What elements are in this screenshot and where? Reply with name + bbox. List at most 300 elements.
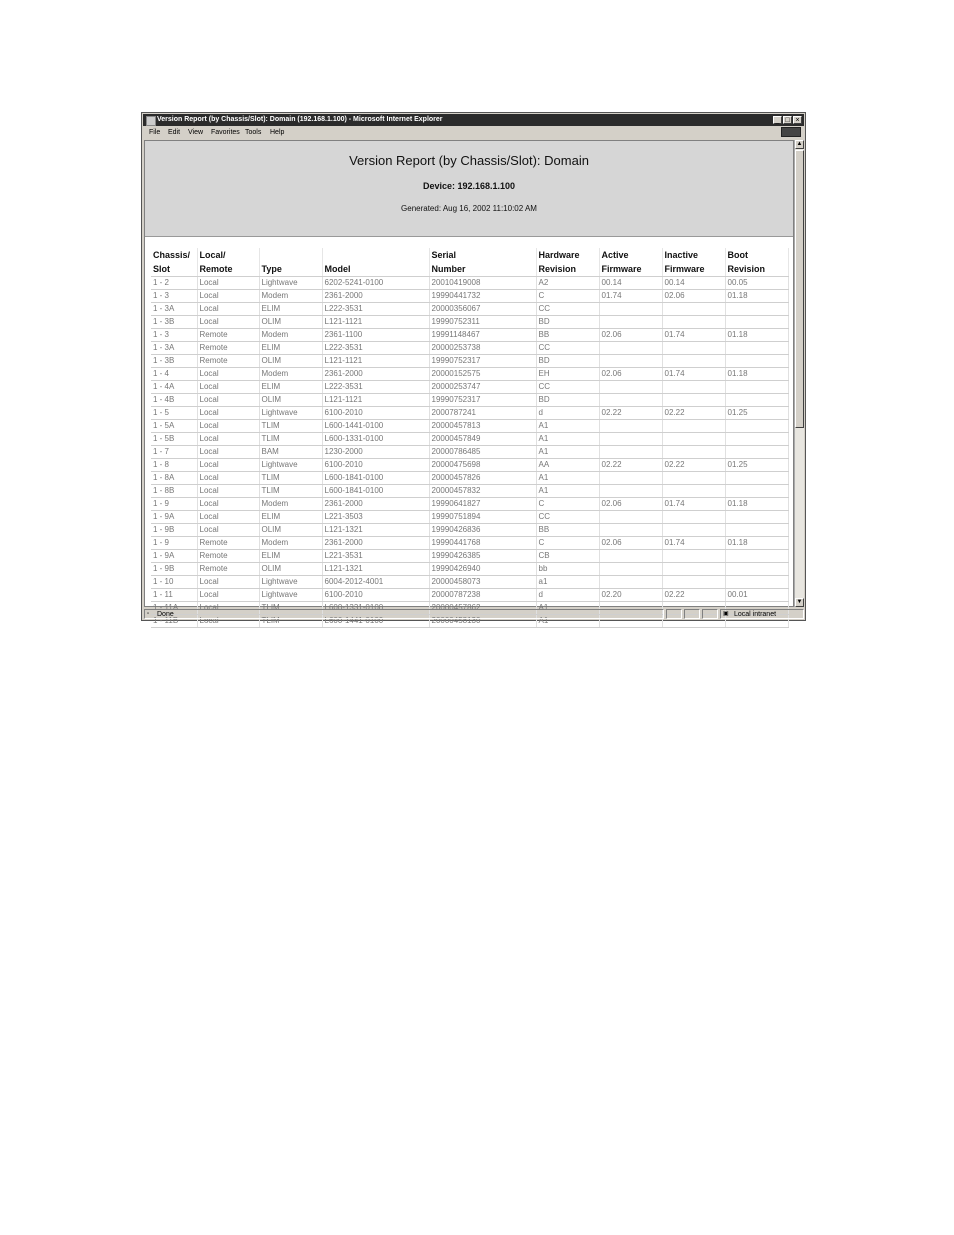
cell-hardware-revision: d [536,589,599,602]
cell-boot-revision [725,342,788,355]
cell-serial-number: 19991148467 [429,329,536,342]
cell-hardware-revision: a1 [536,576,599,589]
page-icon: ▫ [147,611,150,617]
title-bar[interactable] [143,114,804,126]
cell-type: TLIM [259,420,322,433]
cell-hardware-revision: C [536,537,599,550]
cell-active-firmware [599,342,662,355]
table-row [151,485,788,498]
cell-serial-number: 19990752317 [429,355,536,368]
ie-icon [146,116,156,126]
cell-serial-number: 20000787238 [429,589,536,602]
cell-hardware-revision: BB [536,524,599,537]
cell-active-firmware [599,316,662,329]
cell-serial-number: 19990441768 [429,537,536,550]
cell-serial-number: 20000786485 [429,446,536,459]
cell-chassis-slot: 1 - 3B [151,355,197,368]
cell-boot-revision [725,446,788,459]
table-row [151,368,788,381]
cell-local-remote: Local [197,420,259,433]
status-cell-empty [684,609,700,619]
column-header: Revision [536,262,599,277]
cell-type: ELIM [259,342,322,355]
close-button[interactable]: × [793,116,802,124]
cell-type: ELIM [259,381,322,394]
zone-cell [720,609,804,619]
cell-serial-number: 19990426385 [429,550,536,563]
cell-inactive-firmware [662,550,725,563]
table-row [151,407,788,420]
cell-inactive-firmware [662,394,725,407]
minimize-button[interactable]: _ [773,116,782,124]
cell-boot-revision: 01.18 [725,329,788,342]
table-row [151,316,788,329]
cell-local-remote: Local [197,511,259,524]
cell-inactive-firmware: 02.22 [662,459,725,472]
cell-model: L221-3503 [322,511,429,524]
cell-model: 2361-2000 [322,368,429,381]
cell-active-firmware: 02.06 [599,368,662,381]
cell-inactive-firmware: 01.74 [662,498,725,511]
table-row [151,550,788,563]
menu-tools[interactable]: Tools [245,129,262,136]
cell-type: OLIM [259,394,322,407]
cell-type: Modem [259,498,322,511]
cell-type: Lightwave [259,277,322,290]
cell-chassis-slot: 1 - 8 [151,459,197,472]
cell-model: 2361-2000 [322,498,429,511]
column-header [259,248,322,262]
cell-boot-revision [725,511,788,524]
cell-type: Modem [259,537,322,550]
cell-inactive-firmware: 02.22 [662,589,725,602]
cell-boot-revision: 01.18 [725,537,788,550]
status-cell-empty [666,609,682,619]
cell-model: 6004-2012-4001 [322,576,429,589]
cell-inactive-firmware [662,472,725,485]
cell-model: 6100-2010 [322,459,429,472]
column-header: Revision [725,262,788,277]
cell-serial-number: 19990426940 [429,563,536,576]
cell-local-remote: Local [197,446,259,459]
table-row [151,290,788,303]
cell-chassis-slot: 1 - 4B [151,394,197,407]
column-header: Slot [151,262,197,277]
cell-model: L221-3531 [322,550,429,563]
cell-boot-revision: 01.25 [725,407,788,420]
cell-active-firmware [599,394,662,407]
cell-local-remote: Local [197,602,259,615]
cell-local-remote: Local [197,290,259,303]
cell-hardware-revision: AA [536,459,599,472]
cell-active-firmware [599,472,662,485]
cell-serial-number: 20000457813 [429,420,536,433]
cell-model: 1230-2000 [322,446,429,459]
cell-boot-revision: 00.01 [725,589,788,602]
cell-active-firmware [599,576,662,589]
cell-model: L600-1841-0100 [322,485,429,498]
cell-chassis-slot: 1 - 9B [151,563,197,576]
cell-inactive-firmware [662,355,725,368]
cell-type: TLIM [259,485,322,498]
cell-serial-number: 19990751894 [429,511,536,524]
cell-type: OLIM [259,563,322,576]
cell-type: Modem [259,290,322,303]
cell-local-remote: Remote [197,537,259,550]
table-row [151,563,788,576]
cell-model: L121-1321 [322,524,429,537]
column-header: Boot [725,248,788,262]
cell-hardware-revision: EH [536,368,599,381]
cell-boot-revision: 01.25 [725,459,788,472]
cell-active-firmware [599,381,662,394]
column-header: Active [599,248,662,262]
cell-boot-revision [725,355,788,368]
cell-inactive-firmware [662,381,725,394]
column-header [322,248,429,262]
scroll-thumb[interactable] [795,150,804,428]
cell-active-firmware [599,446,662,459]
cell-chassis-slot: 1 - 2 [151,277,197,290]
menu-edit[interactable]: Edit [168,129,181,136]
cell-boot-revision [725,550,788,563]
cell-type: OLIM [259,355,322,368]
cell-serial-number: 19990441732 [429,290,536,303]
cell-hardware-revision: BD [536,316,599,329]
cell-local-remote: Remote [197,329,259,342]
cell-type: BAM [259,446,322,459]
cell-active-firmware [599,303,662,316]
table-row [151,446,788,459]
cell-chassis-slot: 1 - 8B [151,485,197,498]
status-cell-empty [702,609,718,619]
cell-chassis-slot: 1 - 9 [151,537,197,550]
table-row [151,589,788,602]
cell-chassis-slot: 1 - 3B [151,316,197,329]
cell-chassis-slot: 1 - 3A [151,303,197,316]
cell-serial-number: 20000458073 [429,576,536,589]
cell-boot-revision: 00.05 [725,277,788,290]
cell-inactive-firmware [662,433,725,446]
cell-hardware-revision: C [536,290,599,303]
cell-hardware-revision: A2 [536,277,599,290]
cell-chassis-slot: 1 - 11A [151,602,197,615]
cell-local-remote: Local [197,381,259,394]
cell-type: ELIM [259,511,322,524]
cell-boot-revision [725,563,788,576]
table-row [151,277,788,290]
cell-type: Modem [259,368,322,381]
cell-hardware-revision: CC [536,511,599,524]
column-header: Chassis/ [151,248,197,262]
table-row [151,511,788,524]
cell-model: L121-1321 [322,563,429,576]
windows-logo-icon [781,127,801,137]
cell-model: L222-3531 [322,381,429,394]
cell-model: L600-1441-0100 [322,615,429,628]
cell-active-firmware [599,420,662,433]
status-text-cell [144,609,664,619]
cell-active-firmware: 01.74 [599,290,662,303]
cell-model: 2361-1100 [322,329,429,342]
cell-serial-number: 19990752311 [429,316,536,329]
cell-boot-revision [725,394,788,407]
cell-model: L600-1331-0100 [322,602,429,615]
cell-inactive-firmware [662,316,725,329]
cell-local-remote: Local [197,615,259,628]
cell-type: Lightwave [259,459,322,472]
status-bar [143,608,804,620]
cell-chassis-slot: 1 - 3A [151,342,197,355]
cell-local-remote: Local [197,394,259,407]
cell-inactive-firmware: 01.74 [662,368,725,381]
column-header: Firmware [662,262,725,277]
report-header [145,141,793,237]
cell-type: OLIM [259,524,322,537]
column-header: Number [429,262,536,277]
window-title: Version Report (by Chassis/Slot): Domain (192.168.1.100) - Microsoft Internet Explorer [157,116,443,123]
cell-model: 6100-2010 [322,407,429,420]
cell-serial-number: 20000253747 [429,381,536,394]
cell-hardware-revision: A1 [536,472,599,485]
cell-model: L600-1441-0100 [322,420,429,433]
generated-timestamp: Generated: Aug 16, 2002 11:10:02 AM [401,204,537,213]
cell-type: OLIM [259,316,322,329]
cell-inactive-firmware [662,485,725,498]
cell-type: Lightwave [259,576,322,589]
cell-model: L121-1121 [322,355,429,368]
cell-chassis-slot: 1 - 11 [151,589,197,602]
column-header: Type [259,262,322,277]
cell-serial-number: 19990426836 [429,524,536,537]
device-label: Device: 192.168.1.100 [422,181,516,191]
cell-hardware-revision: A1 [536,420,599,433]
table-row [151,381,788,394]
vertical-scrollbar[interactable] [794,140,804,607]
cell-model: 6202-5241-0100 [322,277,429,290]
cell-serial-number: 20010419008 [429,277,536,290]
cell-boot-revision [725,472,788,485]
cell-chassis-slot: 1 - 3 [151,290,197,303]
scroll-down-icon[interactable]: ▼ [796,599,803,605]
cell-active-firmware [599,355,662,368]
cell-local-remote: Local [197,472,259,485]
cell-serial-number: 2000787241 [429,407,536,420]
status-text: Done [157,611,174,618]
cell-hardware-revision: A1 [536,446,599,459]
cell-local-remote: Local [197,459,259,472]
cell-local-remote: Remote [197,550,259,563]
cell-serial-number: 20000457832 [429,485,536,498]
cell-chassis-slot: 1 - 9 [151,498,197,511]
cell-boot-revision [725,576,788,589]
cell-chassis-slot: 1 - 3 [151,329,197,342]
cell-local-remote: Local [197,524,259,537]
cell-active-firmware [599,524,662,537]
table-row [151,459,788,472]
cell-type: TLIM [259,602,322,615]
cell-type: Lightwave [259,407,322,420]
cell-inactive-firmware: 01.74 [662,329,725,342]
cell-serial-number: 19990752317 [429,394,536,407]
table-row [151,498,788,511]
table-row [151,394,788,407]
cell-active-firmware: 02.22 [599,459,662,472]
cell-inactive-firmware [662,446,725,459]
cell-inactive-firmware [662,511,725,524]
cell-active-firmware [599,550,662,563]
table-row [151,537,788,550]
cell-hardware-revision: CB [536,550,599,563]
cell-hardware-revision: A1 [536,615,599,628]
cell-boot-revision [725,303,788,316]
cell-inactive-firmware [662,576,725,589]
table-header-row-1 [151,248,788,262]
cell-serial-number: 20000458130 [429,615,536,628]
cell-boot-revision: 01.18 [725,498,788,511]
cell-hardware-revision: bb [536,563,599,576]
cell-inactive-firmware: 02.22 [662,407,725,420]
cell-active-firmware: 02.22 [599,407,662,420]
cell-serial-number: 20000356067 [429,303,536,316]
cell-local-remote: Local [197,498,259,511]
page-title: Version Report (by Chassis/Slot): Domain [349,153,589,168]
cell-chassis-slot: 1 - 4A [151,381,197,394]
cell-boot-revision [725,420,788,433]
menu-view[interactable]: View [188,129,204,136]
cell-type: TLIM [259,615,322,628]
cell-serial-number: 20000457849 [429,433,536,446]
cell-inactive-firmware [662,342,725,355]
table-row [151,420,788,433]
table-row [151,303,788,316]
cell-boot-revision [725,316,788,329]
table-body [151,277,788,628]
maximize-button[interactable]: □ [783,116,792,124]
table-row [151,355,788,368]
cell-inactive-firmware [662,420,725,433]
version-table [151,248,789,628]
cell-hardware-revision: A1 [536,433,599,446]
cell-model: L121-1121 [322,394,429,407]
cell-inactive-firmware: 00.14 [662,277,725,290]
cell-chassis-slot: 1 - 11B [151,615,197,628]
menu-help[interactable]: Help [270,129,285,136]
cell-local-remote: Local [197,433,259,446]
cell-chassis-slot: 1 - 5B [151,433,197,446]
column-header: Local/ [197,248,259,262]
menu-favorites[interactable]: Favorites [211,129,240,136]
column-header: Firmware [599,262,662,277]
cell-boot-revision [725,381,788,394]
cell-active-firmware: 00.14 [599,277,662,290]
cell-chassis-slot: 1 - 5A [151,420,197,433]
cell-active-firmware [599,433,662,446]
cell-model: 6100-2010 [322,589,429,602]
cell-active-firmware: 02.20 [599,589,662,602]
cell-inactive-firmware [662,563,725,576]
cell-serial-number: 20000457862 [429,602,536,615]
column-header: Model [322,262,429,277]
cell-serial-number: 20000475698 [429,459,536,472]
cell-local-remote: Local [197,303,259,316]
cell-boot-revision: 01.18 [725,368,788,381]
menu-file[interactable]: File [149,129,161,136]
cell-active-firmware: 02.06 [599,498,662,511]
cell-active-firmware [599,563,662,576]
cell-inactive-firmware [662,524,725,537]
cell-hardware-revision: C [536,498,599,511]
cell-model: L222-3531 [322,303,429,316]
cell-inactive-firmware [662,303,725,316]
cell-type: ELIM [259,550,322,563]
column-header: Inactive [662,248,725,262]
cell-type: TLIM [259,433,322,446]
cell-model: L222-3531 [322,342,429,355]
cell-active-firmware: 02.06 [599,537,662,550]
cell-type: Modem [259,329,322,342]
table-header-row-2 [151,262,788,277]
cell-local-remote: Local [197,576,259,589]
cell-model: 2361-2000 [322,537,429,550]
browser-window [141,112,806,625]
cell-boot-revision: 01.18 [725,290,788,303]
cell-active-firmware [599,485,662,498]
cell-local-remote: Remote [197,355,259,368]
cell-hardware-revision: BD [536,355,599,368]
cell-local-remote: Remote [197,563,259,576]
cell-inactive-firmware: 02.06 [662,290,725,303]
cell-model: L600-1841-0100 [322,472,429,485]
intranet-icon: ▣ [723,611,729,617]
column-header: Serial [429,248,536,262]
table-row [151,342,788,355]
cell-active-firmware [599,511,662,524]
cell-hardware-revision: A1 [536,485,599,498]
zone-text: Local intranet [734,611,777,618]
menu-bar [143,126,804,139]
cell-boot-revision [725,433,788,446]
cell-hardware-revision: d [536,407,599,420]
cell-local-remote: Local [197,368,259,381]
cell-boot-revision [725,524,788,537]
table-row [151,524,788,537]
scroll-up-icon[interactable]: ▲ [796,141,803,147]
cell-model: 2361-2000 [322,290,429,303]
cell-chassis-slot: 1 - 8A [151,472,197,485]
cell-serial-number: 20000253738 [429,342,536,355]
cell-inactive-firmware: 01.74 [662,537,725,550]
cell-chassis-slot: 1 - 7 [151,446,197,459]
cell-boot-revision [725,485,788,498]
cell-chassis-slot: 1 - 9B [151,524,197,537]
table-row [151,472,788,485]
table-row [151,576,788,589]
cell-local-remote: Local [197,316,259,329]
cell-chassis-slot: 1 - 9A [151,511,197,524]
cell-model: L121-1121 [322,316,429,329]
cell-local-remote: Local [197,589,259,602]
cell-chassis-slot: 1 - 5 [151,407,197,420]
cell-active-firmware: 02.06 [599,329,662,342]
cell-serial-number: 19990641827 [429,498,536,511]
cell-chassis-slot: 1 - 9A [151,550,197,563]
table-row [151,433,788,446]
cell-local-remote: Remote [197,342,259,355]
cell-chassis-slot: 1 - 10 [151,576,197,589]
table-row [151,329,788,342]
cell-type: ELIM [259,303,322,316]
